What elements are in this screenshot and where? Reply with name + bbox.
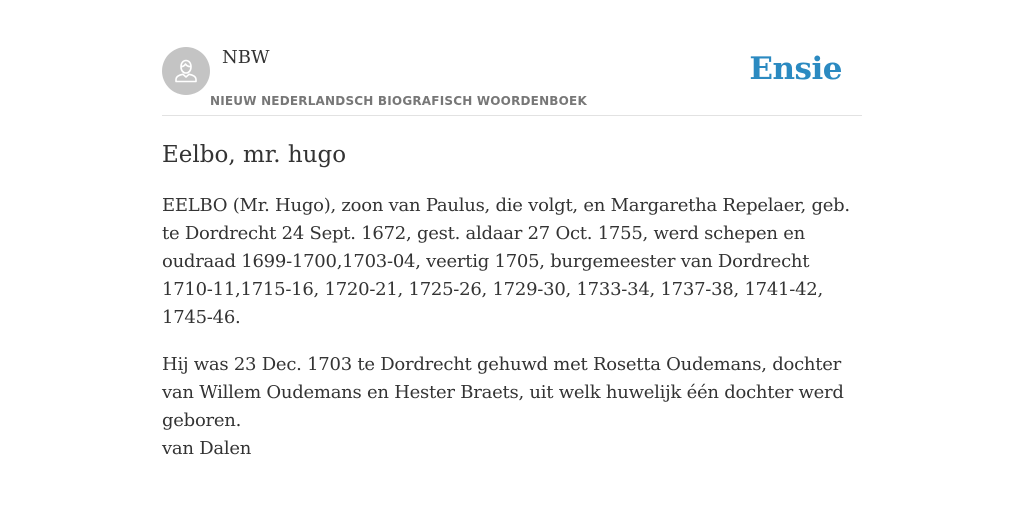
source-name[interactable]: NBW — [222, 47, 270, 68]
user-icon — [171, 56, 201, 86]
source-full-name: NIEUW NEDERLANDSCH BIOGRAFISCH WOORDENBOEK — [210, 94, 587, 108]
article-paragraph-text: Hij was 23 Dec. 1703 te Dordrecht gehuwd met Rosetta Oudemans, dochter van Willem Oudemans en Hester Braets, uit welk huwelijk één dochter werd geboren. — [162, 354, 844, 431]
ensie-logo[interactable]: Ensie — [749, 51, 842, 87]
article-title: Eelbo, mr. hugo — [162, 142, 347, 168]
article-author: van Dalen — [162, 438, 252, 459]
article-card — [162, 0, 862, 459]
avatar[interactable] — [162, 47, 210, 95]
source-header — [162, 0, 862, 116]
article-paragraph: EELBO (Mr. Hugo), zoon van Paulus, die volgt, en Margaretha Repelaer, geb. te Dordrecht 24 Sept. 1672, gest. aldaar 27 Oct. 1755, werd schepen en oudraad 1699-1700,1703-04, veertig 1705, burgemeester van Dordrecht 1710-11,1715-16, 1720-21, 1725-26, 1729-30, 1733-34, 1737-38, 1741-42, 1745-46. — [162, 195, 850, 328]
article-body — [162, 192, 862, 482]
article-paragraph — [162, 351, 862, 463]
